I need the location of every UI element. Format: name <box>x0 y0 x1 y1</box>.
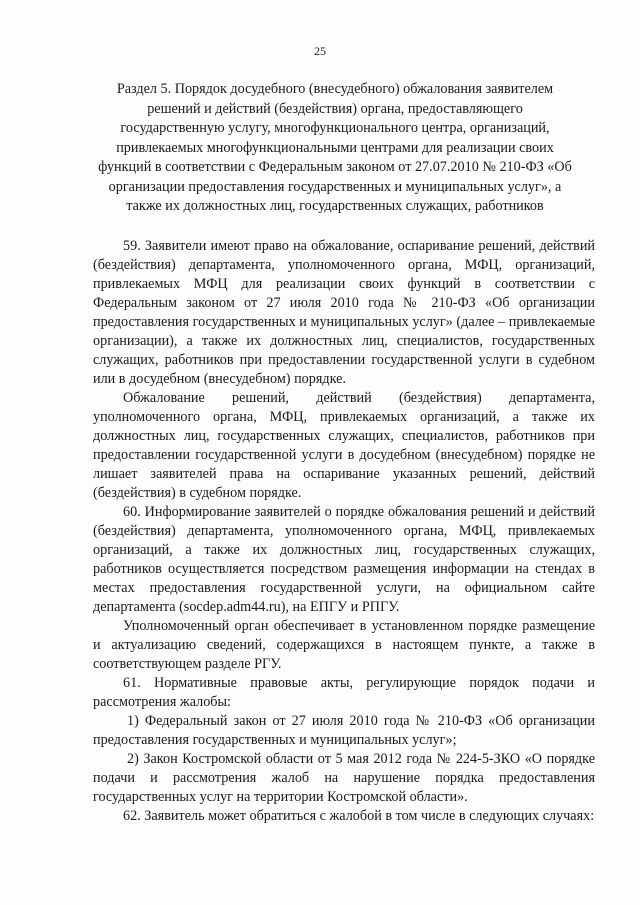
document-body <box>93 237 595 826</box>
paragraph-59: 59. Заявители имеют право на обжалование, оспаривание решений, действий (бездействия) департамента, уполномоченного органа, МФЦ, организаций, привлекаемых МФЦ для реализации своих функций в соответствии с Федеральным законом от 27 июля 2010 года № 210-ФЗ «Об организации предоставления государственных и муниципальных услуг» (далее – привлекаемые организации), а также их должностных лиц, специалистов, государственных служащих, работников при предоставлении государственной услуги в судебном или в досудебном (внесудебном) порядке. <box>93 238 595 387</box>
paragraph-appeal: Обжалование решений, действий (бездействия) департамента, уполномоченного органа, МФЦ, привлекаемых организаций, а также их должностных лиц, государственных служащих, специалистов, работников при предоставлении государственной услуги в досудебном (внесудебном) порядке не лишает заявителей права на оспаривание указанных решений, действий (бездействия) в судебном порядке. <box>93 390 595 501</box>
paragraph-61: 61. Нормативные правовые акты, регулирующие порядок подачи и рассмотрения жалобы: <box>93 675 595 710</box>
paragraph-60: 60. Информирование заявителей о порядке обжалования решений и действий (бездействия) департамента, уполномоченного органа, МФЦ, привлекаемых организаций, а также их должностных лиц, государственных служащих, работников осуществляется посредством размещения информации на стендах в местах предоставления государственной услуги, на официальном сайте департамента (socdep.adm44.ru), на ЕПГУ и РПГУ. <box>93 504 595 615</box>
paragraph-authority: Уполномоченный орган обеспечивает в установленном порядке размещение и актуализацию сведений, содержащихся в настоящем пункте, а также в соответствующем разделе РГУ. <box>93 618 595 672</box>
paragraph-62: 62. Заявитель может обратиться с жалобой в том числе в следующих случаях: <box>123 808 595 824</box>
list-item-2: 2) Закон Костромской области от 5 мая 2012 года № 224-5-ЗКО «О порядке подачи и рассмотрения жалоб на нарушение порядка предоставления государственных услуг на территории Костромской области». <box>93 751 595 805</box>
page-number: 25 <box>314 44 326 58</box>
section-heading: Раздел 5. Порядок досудебного (внесудебного) обжалования заявителем решений и действий (бездействия) органа, предоставляющего государственную услугу, многофункционального центра, организаций, привлекаемых многофункциональными центрами для реализации своих функций в соответствии с Федеральным законом от 27.07.2010 № 210-ФЗ «Об организации предоставления государственных и муниципальных услуг», а также их должностных лиц, государственных служащих, работников <box>98 81 572 214</box>
list-item-1: 1) Федеральный закон от 27 июля 2010 года № 210-ФЗ «Об организации предоставления государственных и муниципальных услуг»; <box>93 713 595 748</box>
